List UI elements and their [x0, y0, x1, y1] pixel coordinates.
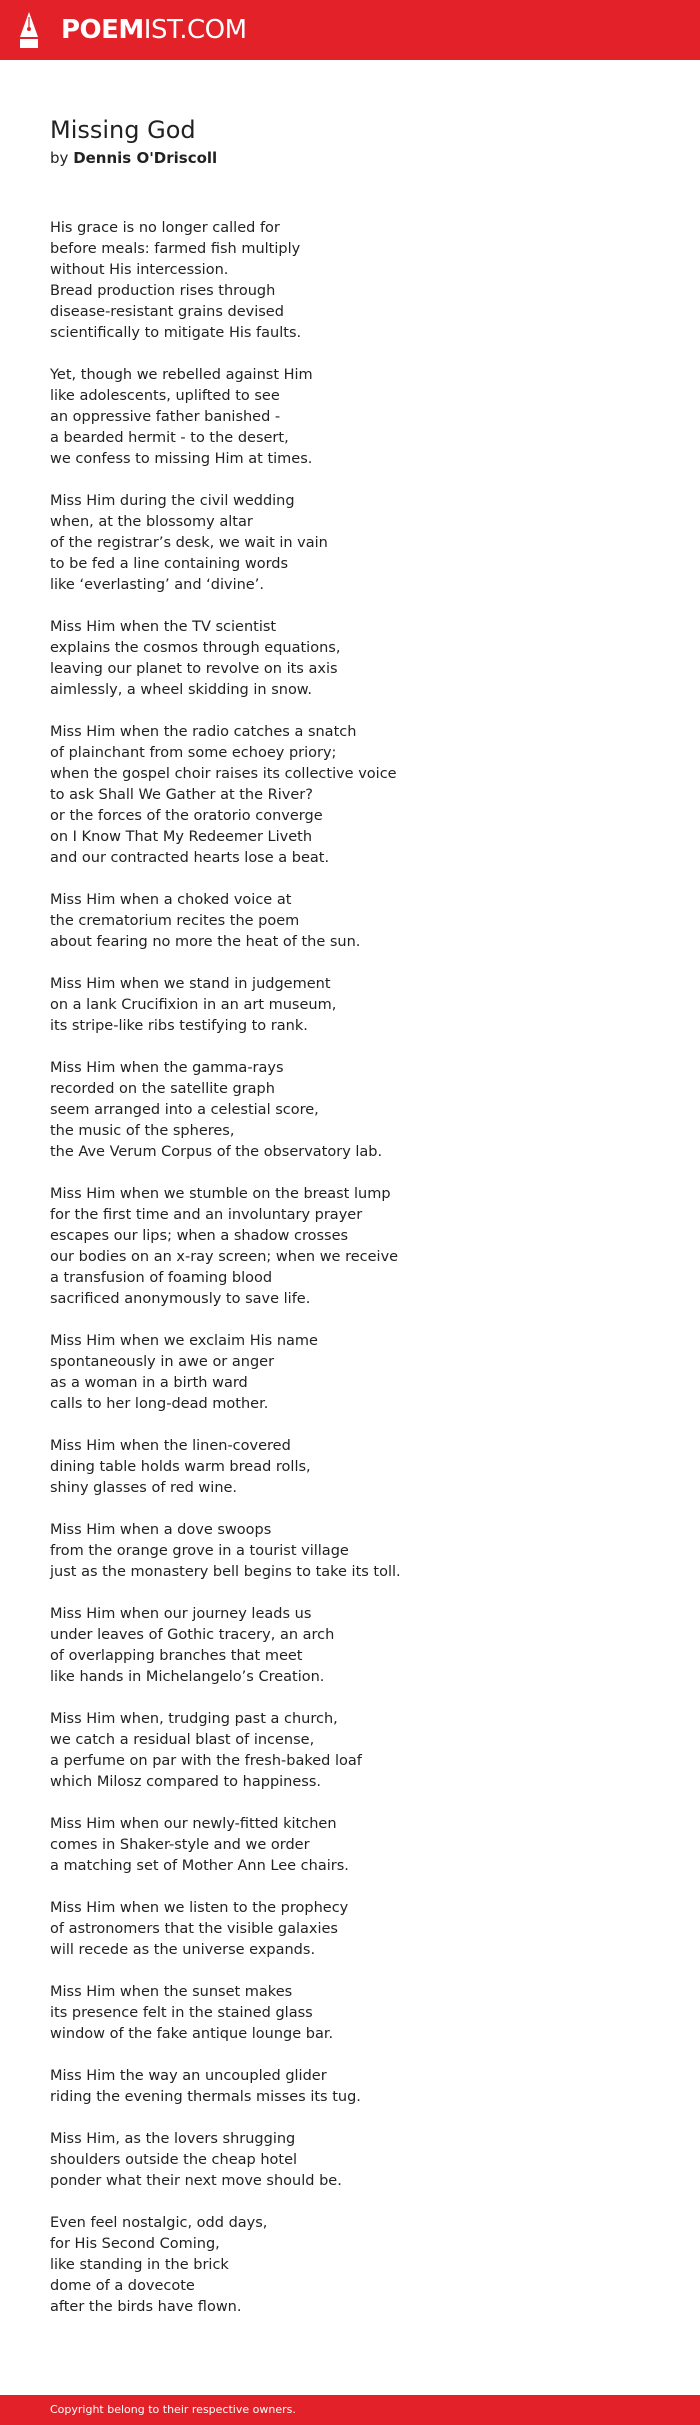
poem-line: seem arranged into a celestial score, [50, 1102, 319, 1118]
poem-line: an oppressive father banished - [50, 409, 281, 425]
poem-line: shoulders outside the cheap hotel [50, 2152, 298, 2168]
stanza [50, 2213, 610, 2318]
stanza [50, 1331, 610, 1415]
stanza [50, 890, 610, 953]
stanza [50, 1520, 610, 1583]
poem-line: explains the cosmos through equations, [50, 640, 341, 656]
stanza [50, 2066, 610, 2108]
poem-line: which Milosz compared to happiness. [50, 1774, 322, 1790]
poem-line: ponder what their next move should be. [50, 2173, 342, 2189]
stanza [50, 365, 610, 470]
stanza [50, 617, 610, 701]
poem-line: or the forces of the oratorio converge [50, 808, 323, 824]
poem-line: disease-resistant grains devised [50, 304, 284, 320]
poem-line: of plainchant from some echoey priory; [50, 745, 337, 761]
poem-line: window of the fake antique lounge bar. [50, 2026, 334, 2042]
poem-line: Even feel nostalgic, odd days, [50, 2215, 268, 2231]
poem-line: without His intercession. [50, 262, 229, 278]
stanza [50, 1814, 610, 1877]
copyright-notice: Copyright belong to their respective owners. [50, 2403, 296, 2416]
poem-line: Miss Him when our journey leads us [50, 1606, 312, 1622]
poem-line: its stripe-like ribs testifying to rank. [50, 1018, 308, 1034]
stanza [50, 722, 610, 869]
poem-line: when, at the blossomy altar [50, 514, 253, 530]
poem-line: Bread production rises through [50, 283, 276, 299]
poem-line: calls to her long-dead mother. [50, 1396, 269, 1412]
stanza [50, 1184, 610, 1310]
stanza [50, 1604, 610, 1688]
poem-line: Miss Him when we stand in judgement [50, 976, 331, 992]
poem-line: comes in Shaker-style and we order [50, 1837, 310, 1853]
poem-line: Miss Him when a dove swoops [50, 1522, 272, 1538]
poem-line: and our contracted hearts lose a beat. [50, 850, 330, 866]
poem-line: Miss Him when we exclaim His name [50, 1333, 318, 1349]
stanza [50, 2129, 610, 2192]
stanza [50, 218, 610, 344]
stanza [50, 1898, 610, 1961]
poem-line: about fearing no more the heat of the sun. [50, 934, 361, 950]
site-header [0, 0, 700, 60]
poem-line: Miss Him when we stumble on the breast lump [50, 1186, 391, 1202]
poem-line: will recede as the universe expands. [50, 1942, 316, 1958]
poem-line: His grace is no longer called for [50, 220, 280, 236]
poem-line: of overlapping branches that meet [50, 1648, 303, 1664]
poem-line: the Ave Verum Corpus of the observatory lab. [50, 1144, 383, 1160]
poem-line: Miss Him when the TV scientist [50, 619, 277, 635]
poem-line: Miss Him when the radio catches a snatch [50, 724, 357, 740]
poem-line: to be fed a line containing words [50, 556, 289, 572]
brand-light: IST.COM [143, 15, 247, 45]
poem-line: a perfume on par with the fresh-baked loaf [50, 1753, 362, 1769]
poem-line: sacrificed anonymously to save life. [50, 1291, 311, 1307]
poem-line: of astronomers that the visible galaxies [50, 1921, 338, 1937]
poem-line: Miss Him during the civil wedding [50, 493, 295, 509]
poem-line: of the registrar’s desk, we wait in vain [50, 535, 328, 551]
poem-line: when the gospel choir raises its collective voice [50, 766, 397, 782]
poem-line: dining table holds warm bread rolls, [50, 1459, 311, 1475]
poem-line: Miss Him the way an uncoupled glider [50, 2068, 327, 2084]
stanza [50, 1058, 610, 1163]
poem-line: for His Second Coming, [50, 2236, 220, 2252]
poem-line: a matching set of Mother Ann Lee chairs. [50, 1858, 349, 1874]
pen-nib-icon[interactable] [18, 11, 40, 49]
poem-line: its presence felt in the stained glass [50, 2005, 313, 2021]
poem-line: riding the evening thermals misses its tug. [50, 2089, 361, 2105]
poem-line: we catch a residual blast of incense, [50, 1732, 315, 1748]
stanza [50, 491, 610, 596]
poem-line: the crematorium recites the poem [50, 913, 300, 929]
poem-line: recorded on the satellite graph [50, 1081, 275, 1097]
stanza [50, 974, 610, 1037]
byline [50, 147, 217, 169]
poem-line: Miss Him, as the lovers shrugging [50, 2131, 296, 2147]
poem-line: Miss Him when the sunset makes [50, 1984, 293, 2000]
poem-line: to ask Shall We Gather at the River? [50, 787, 313, 803]
poem-line: as a woman in a birth ward [50, 1375, 248, 1391]
poem-line: like ‘everlasting’ and ‘divine’. [50, 577, 264, 593]
poem-line: Miss Him when, trudging past a church, [50, 1711, 338, 1727]
poem-line: Miss Him when a choked voice at [50, 892, 292, 908]
poem-line: the music of the spheres, [50, 1123, 235, 1139]
poem-line: just as the monastery bell begins to take its toll. [50, 1564, 401, 1580]
poem-title: Missing God [50, 116, 196, 144]
poem-line: like adolescents, uplifted to see [50, 388, 280, 404]
poem-line: Miss Him when the gamma-rays [50, 1060, 284, 1076]
poem-line: we confess to missing Him at times. [50, 451, 313, 467]
poem-line: spontaneously in awe or anger [50, 1354, 275, 1370]
site-footer [0, 2395, 700, 2425]
poem-line: on I Know That My Redeemer Liveth [50, 829, 313, 845]
poem-line: from the orange grove in a tourist village [50, 1543, 349, 1559]
by-label: by [50, 149, 69, 167]
poem-line: scientifically to mitigate His faults. [50, 325, 302, 341]
poem-line: under leaves of Gothic tracery, an arch [50, 1627, 335, 1643]
poem-line: like hands in Michelangelo’s Creation. [50, 1669, 325, 1685]
stanza [50, 1982, 610, 2045]
poem-line: for the first time and an involuntary prayer [50, 1207, 363, 1223]
poem-line: a transfusion of foaming blood [50, 1270, 273, 1286]
poem-line: Miss Him when our newly-fitted kitchen [50, 1816, 337, 1832]
poem-line: shiny glasses of red wine. [50, 1480, 238, 1496]
poem-line: our bodies on an x-ray screen; when we receive [50, 1249, 399, 1265]
poem-line: before meals: farmed fish multiply [50, 241, 301, 257]
poem-body [50, 218, 610, 2339]
poem-line: after the birds have flown. [50, 2299, 242, 2315]
poem-line: dome of a dovecote [50, 2278, 195, 2294]
poem-line: escapes our lips; when a shadow crosses [50, 1228, 349, 1244]
stanza [50, 1436, 610, 1499]
poem-line: Miss Him when we listen to the prophecy [50, 1900, 349, 1916]
poem-line: Yet, though we rebelled against Him [50, 367, 313, 383]
author-name: Dennis O'Driscoll [73, 149, 218, 167]
poem-line: leaving our planet to revolve on its axis [50, 661, 338, 677]
poem-line: Miss Him when the linen-covered [50, 1438, 291, 1454]
poem-line: on a lank Crucifixion in an art museum, [50, 997, 337, 1013]
brand-bold: POEM [61, 15, 144, 45]
poem-line: aimlessly, a wheel skidding in snow. [50, 682, 312, 698]
poem-line: a bearded hermit - to the desert, [50, 430, 289, 446]
poem-line: like standing in the brick [50, 2257, 229, 2273]
stanza [50, 1709, 610, 1793]
site-logo[interactable] [61, 14, 247, 46]
